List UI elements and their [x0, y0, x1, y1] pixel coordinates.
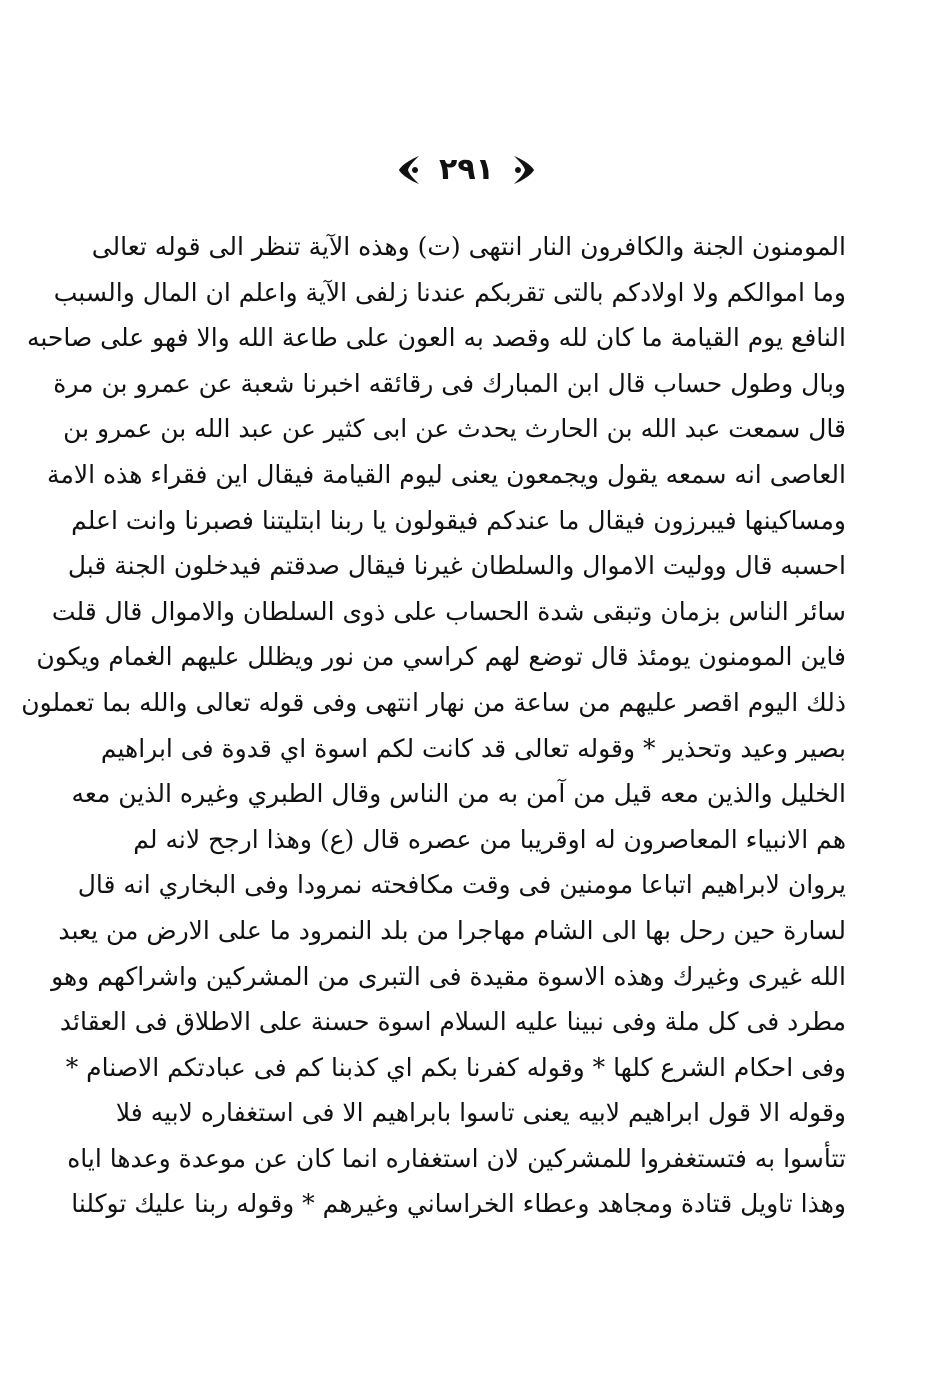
text-line: وبال وطول حساب قال ابن المبارك فى رقائقه اخبرنا شعبة عن عمرو بن مرة — [53, 368, 846, 398]
page-number: ٢٩١ — [439, 152, 494, 187]
text-line: مطرد فى كل ملة وفى نبينا عليه السلام اسوة حسنة على الاطلاق فى العقائد — [59, 1007, 846, 1037]
text-line: بصير وعيد وتحذير * وقوله تعالى قد كانت لكم اسوة اي قدوة فى ابراهيم — [100, 733, 846, 763]
text-line: قال سمعت عبد الله بن الحارث يحدث عن ابى كثير عن عبد الله بن عمرو بن — [63, 414, 846, 444]
text-line: سائر الناس بزمان وتبقى شدة الحساب على ذوى السلطان والاموال قال قلت — [51, 596, 846, 626]
text-line: يروان لابراهيم اتباعا مومنين فى وقت مكافحته نمرودا وفى البخاري انه قال — [77, 870, 846, 900]
text-line: احسبه قال ووليت الاموال والسلطان غيرنا فيقال صدقتم فيدخلون الجنة قبل — [67, 551, 846, 581]
text-line: النافع يوم القيامة ما كان لله وقصد به العون على طاعة الله والا فهو على صاحبه — [26, 323, 846, 353]
text-line: وما اموالكم ولا اولادكم بالتى تقربكم عندنا زلفى الآية واعلم ان المال والسبب — [53, 277, 846, 307]
body-text — [21, 224, 846, 1227]
right-ornament-icon — [510, 152, 538, 188]
text-line: وفى احكام الشرع كلها * وقوله كفرنا بكم اي كذبنا كم فى عبادتكم الاصنام * — [65, 1052, 846, 1082]
text-line: وقوله الا قول ابراهيم لابيه يعنى تاسوا بابراهيم الا فى استغفاره لابيه فلا — [115, 1098, 846, 1128]
text-line: ومساكينها فيبرزون فيقال ما عندكم فيقولون يا ربنا ابتليتنا فصبرنا وانت اعلم — [71, 505, 846, 535]
text-line: تتأسوا به فتستغفروا للمشركين لان استغفاره انما كان عن موعدة وعدها اياه — [67, 1143, 846, 1173]
text-line: الله غيرى وغيرك وهذه الاسوة مقيدة فى التبرى من المشركين واشراكهم وهو — [51, 961, 846, 991]
text-line: فاين المومنون يومئذ قال توضع لهم كراسي من نور ويظلل عليهم الغمام ويكون — [36, 642, 846, 672]
text-line: الخليل والذين معه قيل من آمن به من الناس وقال الطبري وغيره الذين معه — [71, 779, 846, 809]
left-ornament-icon — [395, 152, 423, 188]
text-line: لسارة حين رحل بها الى الشام مهاجرا من بلد النمرود ما على الارض من يعبد — [58, 915, 846, 945]
text-line: المومنون الجنة والكافرون النار انتهى (ت) وهذه الآية تنظر الى قوله تعالى — [91, 232, 846, 261]
text-line: وهذا تاويل قتادة ومجاهد وعطاء الخراساني وغيرهم * وقوله ربنا عليك توكلنا — [71, 1189, 846, 1219]
page-header — [0, 148, 933, 192]
text-line: العاصى انه سمعه يقول ويجمعون يعنى ليوم القيامة فيقال اين فقراء هذه الامة — [47, 459, 846, 489]
text-line: هم الانبياء المعاصرون له اوقريبا من عصره قال (ع) وهذا ارجح لانه لم — [133, 824, 846, 854]
text-line: ذلك اليوم اقصر عليهم من ساعة من نهار انتهى وفى قوله تعالى والله بما تعملون — [21, 687, 846, 717]
